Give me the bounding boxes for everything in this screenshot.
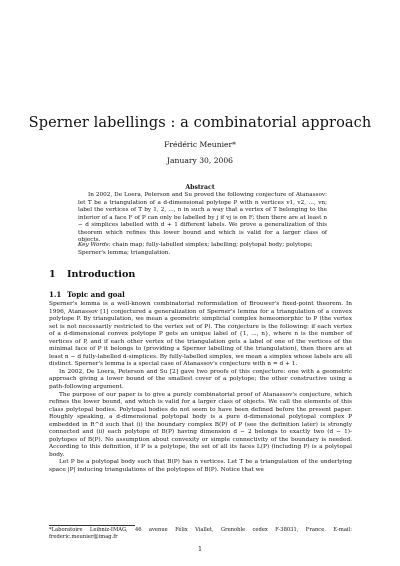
section-title: Introduction: [67, 269, 136, 280]
abstract-text: In 2002, De Loera, Peterson and Su proved the following conjecture of Atanassov: let T be a triangulation of a d-dimensional polytope P with n vertices v1, v2, ..., vn; label the vertices of T by 1, 2, ..., n in such a way that a vertex of T belonging to the interior of a face F of P can only be labelled by j if vj is on F; then there are at least n − d simplices labelled with d + 1 different labels. We prove a generalization of this theorem which refines this lower bound and which is valid for a larger class of objects.: [78, 192, 327, 243]
abstract-heading: Abstract: [185, 184, 215, 191]
paragraph: Let P be a polytopal body such that B(P) has n vertices. Let T be a triangulation of the underlying space |P| inducing triangulations of the polytopes of B(P). Notice that we: [49, 459, 352, 474]
paragraph: The purpose of our paper is to give a purely combinatorial proof of Atanassov's conjecture, which refines the lower bound, and which is valid for a larger class of objects. We call the elements of this class polytopal bodies. Polytopal bodies do not seem to have been defined before the present paper. Roughly speaking, a d-dimensional polytopal body is a pure d-dimensional polytopal complex P embedded in R^d such that (i) the boundary complex B(P) of P (see the definition later) is strongly connected and (ii) each polytope of B(P) having dimension d − 2 belongs to exactly two (d − 1)-polytopes of B(P). No assumption about convexity or simple connectivity of the boundary is needed. According to this definition, if P is a polytope, the set of all its faces L(P) (including P) is a polytopal body.: [49, 391, 352, 458]
paragraph: In 2002, De Loera, Peterson and Su [2] gave two proofs of this conjecture: one with a geometric approach giving a lower bound of the smallest cover of a polytope; the other constructive using a path-following argument.: [49, 368, 352, 391]
keywords-list: chain map; fully-labelled simplex; labelling; polytopal body; polytope; Sperner's lemma; triangulation.: [78, 242, 313, 256]
author-name: Frédéric Meunier*: [164, 140, 236, 149]
subsection-number: 1.1: [49, 290, 62, 299]
paper-date: January 30, 2006: [166, 156, 234, 165]
keywords: [78, 242, 327, 257]
section-heading: [49, 269, 135, 280]
section-number: 1: [49, 269, 56, 280]
keywords-label: Key Words:: [78, 242, 111, 248]
subsection-title: Topic and goal: [67, 290, 125, 299]
footnote: *Laboratoire Leibniz-IMAG, 46 avenue Félix Viallet, Grenoble cedex F-38031, France. E-mail: frederic.meunier@imag.fr: [49, 527, 352, 540]
footnote-rule: [49, 525, 135, 526]
subsection-heading: [49, 290, 125, 299]
paper-title: Sperner labellings : a combinatorial approach: [28, 115, 372, 131]
body-text: [49, 301, 352, 475]
page-number: 1: [197, 545, 203, 553]
paragraph: Sperner's lemma is a well-known combinatorial reformulation of Brouwer's fixed-point theorem. In 1996, Atanassov [1] conjectured a generalization of Sperner's lemma for a triangulation of a convex polytope P. By triangulation, we mean a geometric simplicial complex homeomorphic to P (the vertex set is not necessarily restricted to the vertex set of P). The conjecture is the following: if each vertex of a d-dimensional convex polytope P gets an unique label of {1, ..., n}, where n is the number of vertices of P, and if each other vertex of the triangulation gets a label of one of the vertices of the minimal face of P it belongs to (providing a Sperner labelling of the triangulation), then there are at least n − d fully-labelled d-simplices. By fully-labelled simplex, we mean a simplex whose labels are all distinct. Sperner's lemma is a special case of Atanassov's conjecture with n = d + 1.: [49, 301, 352, 368]
